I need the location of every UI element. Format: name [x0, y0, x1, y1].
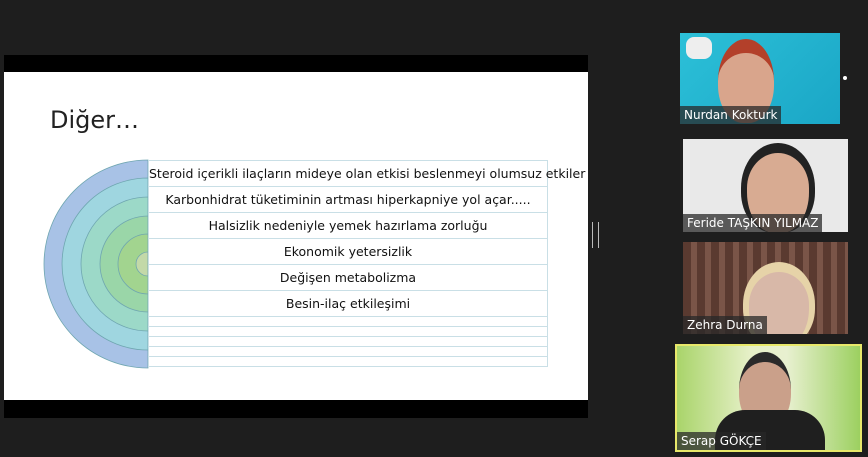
list-item: Halsizlik nedeniyle yemek hazırlama zorluğu: [148, 212, 548, 238]
empty-row: [148, 316, 548, 326]
participant-name: Serap GÖKÇE: [677, 432, 766, 450]
slide-title: Diğer…: [50, 106, 140, 134]
presentation-slide: [4, 72, 588, 400]
video-tile-feride[interactable]: [683, 139, 848, 232]
list-item: Steroid içerikli ilaçların mideye olan etkisi beslenmeyi olumsuz etkiler: [148, 160, 548, 186]
list-item: Değişen metabolizma: [148, 264, 548, 290]
participant-name: Zehra Durna: [683, 316, 767, 334]
empty-row: [148, 326, 548, 336]
video-tile-serap-active[interactable]: [675, 344, 862, 452]
panel-resize-handle[interactable]: [592, 222, 599, 248]
video-tile-zehra[interactable]: [683, 242, 848, 334]
list-item: Besin-ilaç etkileşimi: [148, 290, 548, 316]
participant-name: Nurdan Kokturk: [680, 106, 781, 124]
empty-row: [148, 346, 548, 356]
video-tile-nurdan[interactable]: [680, 33, 840, 124]
empty-row: [148, 336, 548, 346]
more-options-dot[interactable]: [843, 76, 847, 80]
empty-row: [148, 356, 548, 367]
list-item: Karbonhidrat tüketiminin artması hiperkapniye yol açar.....: [148, 186, 548, 212]
logo-icon: [686, 37, 712, 59]
list-box: [148, 160, 586, 367]
list-item: Ekonomik yetersizlik: [148, 238, 548, 264]
participant-name: Feride TAŞKIN YILMAZ: [683, 214, 822, 232]
